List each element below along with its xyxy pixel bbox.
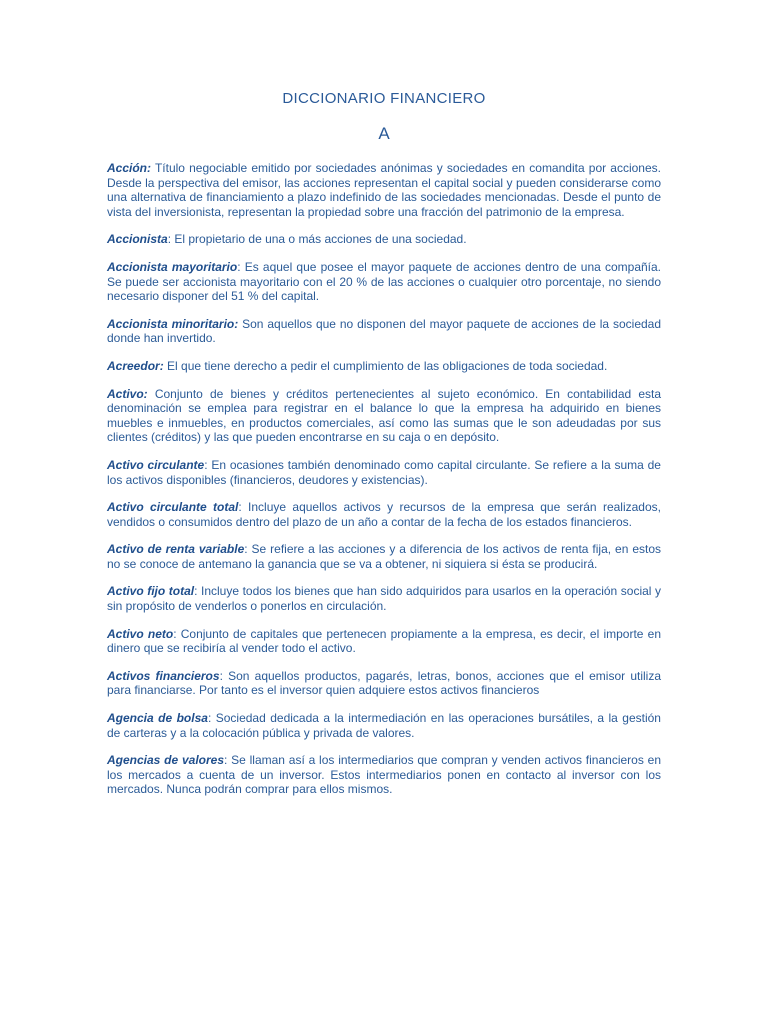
entry-term: Agencia de bolsa — [107, 711, 208, 726]
entry-definition: : Incluye todos los bienes que han sido adquiridos para usarlos en la operación social y sin propósito de venderlos o ponerlos en circulación. — [107, 584, 661, 614]
entry-term: Agencias de valores — [107, 753, 224, 768]
entry-term: Activo circulante total — [107, 500, 239, 515]
entry-definition: Son aquellos que no disponen del mayor paquete de acciones de la sociedad donde han invertido. — [107, 316, 662, 346]
entry-term: Activo neto — [107, 626, 174, 641]
entry-term: Acreedor: — [107, 358, 164, 373]
entry-definition: : Incluye aquellos activos y recursos de la empresa que serán realizados, vendidos o consumidos dentro del plazo de un año a contar de la fecha de los estados financieros. — [107, 500, 661, 529]
entry-activo-renta-variable — [107, 542, 661, 571]
entry-accionista-mayoritario — [107, 260, 661, 304]
entry-term: Acción: — [107, 161, 152, 175]
entry-definition: : Son aquellos productos, pagarés, letras, bonos, acciones que el emisor utiliza para financiarse. Por tanto es el inversor quien adquiere estos activos financieros — [107, 668, 661, 698]
entry-activo-circulante-total — [107, 500, 661, 529]
entry-activo-fijo-total — [107, 584, 661, 613]
entry-definition: : Sociedad dedicada a la intermediación en las operaciones bursátiles, a la gestión de carteras y a la colocación pública y privada de valores. — [107, 711, 661, 740]
entry-term: Accionista mayoritario — [107, 259, 238, 274]
entry-term: Activo circulante — [107, 457, 205, 472]
entry-definition: : El propietario de una o más acciones de una sociedad. — [167, 232, 467, 247]
entry-term: Activo de renta variable — [107, 542, 245, 557]
entry-accionista-minoritario — [107, 317, 661, 346]
entry-definition: : En ocasiones también denominado como capital circulante. Se refiere a la suma de los activos disponibles (financieros, deudores y existencias). — [107, 457, 661, 487]
entry-activo — [107, 387, 661, 445]
entry-term: Activo: — [107, 386, 148, 401]
entry-activo-circulante — [107, 458, 661, 487]
section-letter: A — [378, 124, 390, 143]
entry-term: Activos financieros — [107, 668, 220, 683]
entry-definition: : Conjunto de capitales que pertenecen propiamente a la empresa, es decir, el importe en dinero que se recibiría al vender todo el activo. — [107, 626, 662, 656]
entry-agencias-de-valores — [107, 753, 661, 797]
entry-agencia-de-bolsa — [107, 711, 661, 740]
document-title: DICCIONARIO FINANCIERO — [282, 90, 486, 107]
entry-accion — [107, 161, 661, 219]
entry-definition: Conjunto de bienes y créditos pertenecientes al sujeto económico. En contabilidad esta denominación se emplea para registrar en el balance lo que la empresa ha adquirido en bienes muebles e inmuebles, en productos comerciales, así como las sumas que le son adeudadas por sus clientes (créditos) y las que pueden encontrarse en su caja o en depósito. — [107, 386, 661, 445]
entry-definition: : Se llaman así a los intermediarios que compran y venden activos financieros en los mercados a cuenta de un inversor. Estos intermediarios ponen en contacto al inversor con los mercados. Nunca podrán comprar para ellos mismos. — [107, 753, 661, 797]
entry-definition: El que tiene derecho a pedir el cumplimiento de las obligaciones de toda sociedad. — [163, 358, 608, 373]
entry-definition: : Es aquel que posee el mayor paquete de acciones dentro de una compañía. Se puede ser accionista mayoritario con el 20 % de las acciones o cualquier otro porcentaje, no siendo necesario disponer del 51 % del capital. — [107, 259, 662, 304]
entry-definition: Título negociable emitido por sociedades anónimas y sociedades en comandita por acciones. Desde la perspectiva del emisor, las acciones representan el capital social y pueden considerarse como una alternativa de financiamiento a plazo indefinido de las sociedades mencionadas. Desde el punto de vista del inversionista, representan la propiedad sobre una fracción del patrimonio de la empresa. — [107, 161, 661, 219]
entry-term: Accionista — [107, 232, 168, 247]
entry-activo-neto — [107, 627, 661, 656]
entry-activos-financieros — [107, 669, 661, 698]
entry-acreedor — [107, 359, 661, 374]
entry-term: Activo fijo total — [107, 584, 195, 599]
entry-term: Accionista minoritario: — [107, 316, 239, 331]
entry-definition: : Se refiere a las acciones y a diferencia de los activos de renta fija, en estos no se conoce de antemano la ganancia que se va a obtener, ni siquiera si ésta se producirá. — [107, 542, 662, 571]
entry-accionista — [107, 232, 661, 247]
